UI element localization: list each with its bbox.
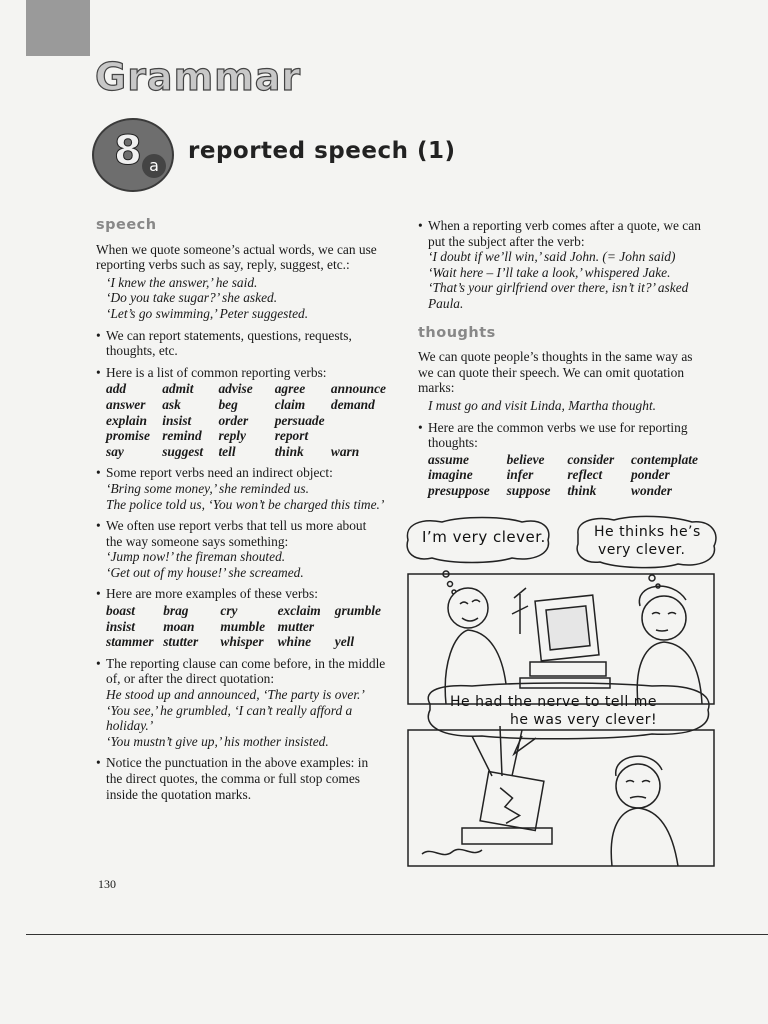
thought-bubble-text: very clever. (598, 542, 686, 558)
verb (331, 413, 386, 429)
verb: ponder (631, 467, 670, 483)
verb (335, 619, 386, 635)
verb: moan (163, 618, 195, 634)
verb: suggest (162, 443, 204, 459)
verb: tell (218, 443, 236, 459)
verb: stutter (163, 634, 199, 650)
verb: contemplate (631, 451, 698, 467)
verb: agree (274, 381, 306, 397)
verb: remind (162, 428, 202, 444)
verb: boast (106, 603, 136, 619)
cartoon-illustration (402, 514, 720, 876)
verb: admit (162, 381, 194, 397)
bullet-item: • When a reporting verb comes after a quote, we can put the subject after the verb: (418, 218, 706, 249)
example-line: ‘Bring some money,’ she reminded us. (106, 480, 309, 496)
bullet-item: • We can report statements, questions, requests, thoughts, etc. (96, 328, 386, 359)
unit-number: 8 (114, 128, 142, 174)
verb: explain (106, 412, 147, 428)
verb: insist (106, 618, 136, 634)
intro-paragraph: When we quote someone’s actual words, we can use reporting verbs such as say, reply, suggest, etc.: (96, 241, 377, 273)
corner-tab (26, 0, 90, 56)
example-line: He stood up and announced, ‘The party is over.’ (106, 687, 365, 703)
bullet-item: • Some report verbs need an indirect object: (96, 465, 386, 481)
example-line: ‘You see,’ he grumbled, ‘I can’t really afford a holiday.’ (106, 702, 353, 734)
section-heading-thoughts: thoughts (418, 324, 496, 341)
example-line: ‘I doubt if we’ll win,’ said John. (= John said) (428, 249, 676, 265)
intro-paragraph: We can quote people’s thoughts in the same way as we can quote their speech. We can omit quotation marks: (418, 349, 693, 396)
example-line: ‘That’s your girlfriend over there, isn’t it?’ asked Paula. (428, 280, 689, 311)
speech-bubble-text: he was very clever! (510, 712, 658, 728)
thought-bubble-text: He thinks he’s (594, 524, 701, 540)
verb: grumble (334, 603, 381, 619)
verb: advise (218, 381, 253, 397)
verb: report (274, 428, 309, 444)
example-line: ‘I knew the answer,’ he said. (106, 274, 258, 290)
footer-rule (26, 934, 768, 935)
example-line: ‘Get out of my house!’ she screamed. (106, 564, 304, 580)
unit-letter: a (142, 154, 166, 178)
verb: whine (277, 634, 312, 650)
example-line: ‘Do you take sugar?’ she asked. (106, 290, 278, 306)
page-title: Grammar (95, 55, 302, 99)
verb: ask (162, 396, 181, 412)
example-line: ‘Let’s go swimming,’ Peter suggested. (106, 305, 309, 321)
verb: wonder (631, 482, 672, 498)
bullet-item: • Notice the punctuation in the above examples: in the direct quotes, the comma or full stop comes inside the quotation marks. (96, 755, 386, 802)
verb: persuade (274, 412, 325, 428)
verb: demand (330, 396, 375, 412)
example-line: ‘Wait here – I’ll take a look,’ whispered Jake. (428, 264, 671, 280)
verb (331, 428, 386, 444)
verb: reply (218, 428, 246, 444)
bullet-item: • Here is a list of common reporting verbs: (96, 365, 386, 381)
right-column (418, 218, 706, 499)
verb: answer (106, 396, 146, 412)
verb-list (106, 603, 386, 650)
verb: suppose (506, 482, 551, 498)
verb: think (567, 482, 597, 498)
verb: think (274, 443, 304, 459)
verb: order (218, 412, 249, 428)
bullet-item: • We often use report verbs that tell us more about the way someone says something: (96, 518, 386, 549)
verb-list (428, 452, 698, 499)
verb: insist (162, 412, 192, 428)
verb: mumble (220, 618, 266, 634)
example-line: I must go and visit Linda, Martha thought. (428, 397, 657, 413)
thought-bubble-text: I’m very clever. (422, 528, 546, 546)
speech-bubble-text: He had the nerve to tell me (450, 694, 657, 710)
unit-badge (92, 118, 174, 192)
example-line: ‘You mustn’t give up,’ his mother insisted. (106, 733, 329, 749)
left-column (96, 218, 386, 802)
verb: reflect (567, 467, 603, 483)
verb: infer (506, 467, 534, 483)
verb: brag (163, 603, 189, 619)
verb-list (106, 381, 386, 459)
bullet-item: • Here are more examples of these verbs: (96, 586, 386, 602)
verb: presuppose (428, 482, 490, 498)
verb: beg (218, 396, 238, 412)
verb: stammer (106, 634, 154, 650)
verb: yell (334, 634, 355, 650)
verb: cry (220, 603, 238, 619)
verb: announce (330, 381, 386, 397)
verb: add (106, 381, 127, 397)
verb: promise (106, 428, 150, 444)
section-heading-speech: speech (96, 217, 157, 233)
verb: warn (330, 443, 360, 459)
verb: say (106, 443, 124, 459)
verb: exclaim (277, 603, 321, 619)
unit-title: reported speech (1) (188, 138, 456, 164)
example-line: ‘Jump now!’ the fireman shouted. (106, 549, 286, 565)
bullet-item: • The reporting clause can come before, in the middle of, or after the direct quotation: (96, 656, 386, 687)
verb: assume (428, 451, 469, 467)
page-number: 130 (98, 877, 116, 891)
verb: claim (274, 396, 306, 412)
verb: whisper (220, 634, 264, 650)
bullet-item: • Here are the common verbs we use for reporting thoughts: (418, 420, 706, 451)
verb: mutter (277, 618, 315, 634)
example-line: The police told us, ‘You won’t be charged this time.’ (106, 496, 385, 512)
verb: consider (567, 451, 615, 467)
verb: imagine (428, 467, 473, 483)
verb: believe (506, 451, 545, 467)
